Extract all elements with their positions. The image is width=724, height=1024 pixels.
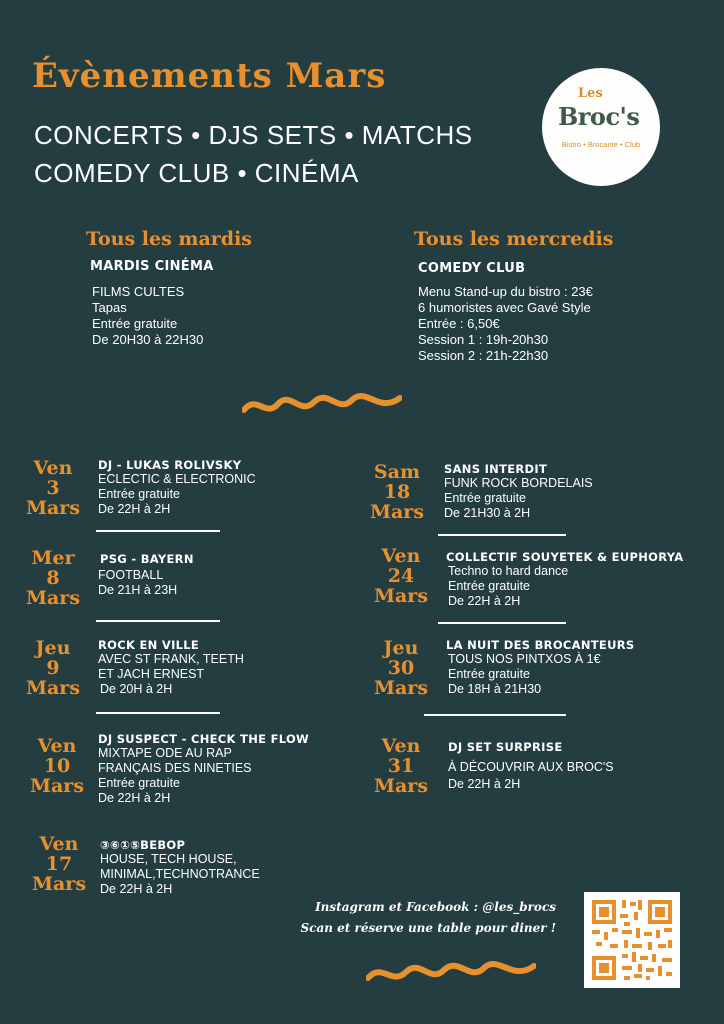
event-date [366,546,436,606]
event-line: MIXTAPE ODE AU RAP [98,746,232,760]
event-month: Mars [373,585,429,607]
event-separator [438,534,566,536]
event-line: Entrée gratuite [98,487,180,501]
event-title: DJ SET SURPRISE [448,740,563,754]
event-title: PSG - BAYERN [100,552,194,566]
event-line: Techno to hard dance [448,564,569,578]
event-line: MINIMAL,TECHNOTRANCE [100,867,260,881]
qr-code[interactable] [584,892,680,988]
event-line: De 22H à 2H [448,594,521,608]
event-line: Entrée gratuite [444,491,526,505]
event-line: De 20H à 2H [100,682,173,696]
event-title: ③⑥①⑤BEBOP [100,838,186,852]
event-details [448,760,614,792]
event-day: Ven [39,833,79,855]
event-line: Entrée gratuite [448,579,530,593]
event-date [18,548,88,608]
brocs-logo [542,68,660,186]
detail-line: Tapas [92,300,127,315]
event-day-number: 3 [46,477,60,499]
scan-reserve-text: Scan et réserve une table pour diner ! [300,921,556,935]
event-line: De 22H à 2H [100,882,173,896]
event-line: HOUSE, TECH HOUSE, [100,852,237,866]
social-handle: Instagram et Facebook : @les_brocs [315,900,556,914]
detail-line: Menu Stand-up du bistro : 23€ [418,284,593,299]
event-date [18,458,88,518]
event-separator [96,530,220,532]
event-line: De 21H à 23H [98,583,178,597]
event-details [98,652,244,697]
event-details [448,652,601,697]
event-details [100,852,260,897]
weekly-wednesday-heading: Tous les mercredis [414,228,614,250]
event-day: Ven [33,457,73,479]
event-date [18,638,88,698]
event-line: De 22H à 2H [448,777,521,791]
event-separator [96,620,220,622]
event-title: DJ SUSPECT - CHECK THE FLOW [98,732,310,746]
weekly-wednesday-details [418,284,593,364]
event-details [98,746,252,806]
event-day: Jeu [35,637,71,659]
page-title: Évènements Mars [32,56,387,96]
detail-line: FILMS CULTES [92,284,185,299]
event-day: Mer [31,547,75,569]
event-line: ET JACH ERNEST [98,667,205,681]
event-day: Ven [381,545,421,567]
detail-line: Entrée gratuite [92,316,178,331]
qr-code-icon [584,892,680,988]
event-month: Mars [373,677,429,699]
event-details [98,568,177,598]
event-line: Entrée gratuite [98,776,180,790]
weekly-wednesday-name: COMEDY CLUB [418,261,526,276]
detail-line: De 20H30 à 22H30 [92,332,204,347]
event-line: À DÉCOUVRIR AUX BROC'S [448,760,614,774]
event-day-number: 31 [387,755,415,777]
event-date [22,736,92,796]
event-line: FUNK ROCK BORDELAIS [444,476,593,490]
event-line: De 21H30 à 2H [444,506,531,520]
event-separator [96,712,220,714]
event-separator [424,714,566,716]
event-title: ROCK EN VILLE [98,638,200,652]
event-day-number: 17 [45,853,73,875]
event-day: Sam [373,461,421,483]
event-day-number: 24 [387,565,415,587]
event-month: Mars [369,501,425,523]
event-day: Ven [37,735,77,757]
detail-line: Session 1 : 19h-20h30 [418,332,549,347]
event-day-number: 10 [43,755,71,777]
event-day: Ven [381,735,421,757]
event-line: Entrée gratuite [448,667,530,681]
event-date [366,638,436,698]
event-title: COLLECTIF SOUYETEK & EUPHORYA [446,550,684,564]
event-day-number: 8 [46,567,60,589]
logo-tagline: Bistro • Brocante • Club [561,140,641,149]
event-line: ECLECTIC & ELECTRONIC [98,472,256,486]
event-separator [438,622,566,624]
detail-line: Session 2 : 21h-22h30 [418,348,549,363]
event-details [98,472,256,517]
event-details [448,564,568,609]
event-title: DJ - LUKAS ROLIVSKY [98,458,242,472]
detail-line: 6 humoristes avec Gavé Style [418,300,591,315]
event-details [444,476,593,521]
event-month: Mars [373,775,429,797]
detail-line: Entrée : 6,50€ [418,316,500,331]
event-day-number: 18 [383,481,411,503]
event-month: Mars [29,775,85,797]
event-line: FRANÇAIS DES NINETIES [98,761,252,775]
event-title: SANS INTERDIT [444,462,548,476]
event-month: Mars [31,873,87,895]
event-date [362,462,432,522]
event-date [24,834,94,894]
categories-line-2: COMEDY CLUB • CINÉMA [34,158,359,188]
event-date [366,736,436,796]
event-line: TOUS NOS PINTXOS À 1€ [448,652,601,666]
event-day-number: 30 [387,657,415,679]
logo-les-text: Les [578,86,603,101]
wave-decoration-top [242,384,402,420]
event-month: Mars [25,497,81,519]
logo-brocs-text: Broc's [558,102,640,131]
weekly-tuesday-name: MARDIS CINÉMA [90,259,214,274]
event-month: Mars [25,677,81,699]
event-line: De 18H à 21H30 [448,682,542,696]
event-line: De 22H à 2H [98,502,171,516]
event-line: FOOTBALL [98,568,164,582]
event-day: Jeu [383,637,419,659]
event-line: AVEC ST FRANK, TEETH [98,652,244,666]
event-line: De 22H à 2H [98,791,171,805]
categories-line-1: CONCERTS • DJS SETS • MATCHS [34,120,473,150]
wave-decoration-bottom [366,952,536,988]
weekly-tuesday-details [92,284,203,348]
event-title: LA NUIT DES BROCANTEURS [446,638,635,652]
weekly-tuesday-heading: Tous les mardis [86,228,252,250]
event-day-number: 9 [46,657,60,679]
event-month: Mars [25,587,81,609]
